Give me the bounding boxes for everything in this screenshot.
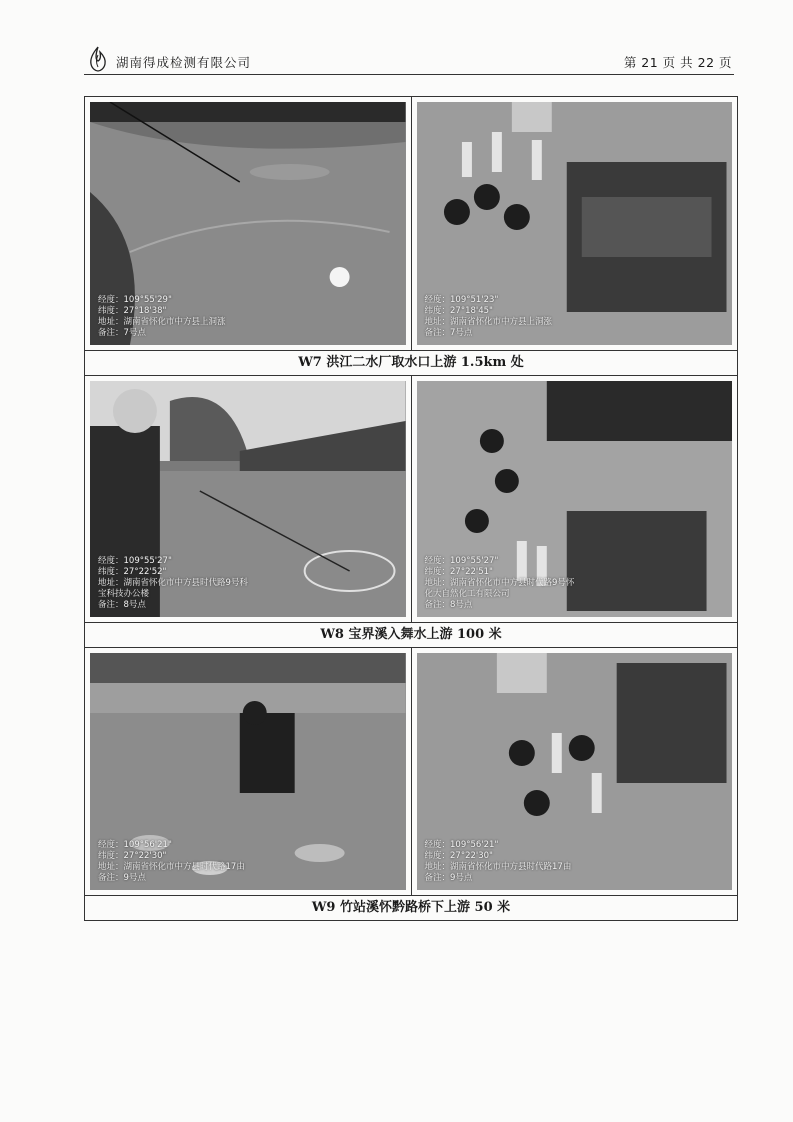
site-photo-rocky-creek	[90, 653, 406, 890]
photo-cell	[85, 376, 411, 622]
photo-cell	[411, 648, 738, 895]
sampling-point-w7	[84, 96, 738, 375]
photo-stamp: 经度：109°56'21" 纬度：27°22'30" 地址：湖南省怀化市中方县时代路17由 备注：9号点	[424, 840, 572, 883]
page-number: 第 21 页 共 22 页	[623, 55, 732, 70]
site-photo-bottles	[417, 381, 733, 617]
sampling-point-w9	[84, 647, 738, 921]
photo-cell	[85, 648, 411, 895]
photo-stamp: 经度：109°56'21" 纬度：27°22'30" 地址：湖南省怀化市中方县时代路17由 备注：9号点	[98, 840, 245, 883]
site-photo-person-bridge	[90, 381, 406, 617]
photo-row	[85, 97, 737, 351]
photo-stamp: 经度：109°55'27" 纬度：27°22'52" 地址：湖南省怀化市中方县时代路9号科 宝科技办公楼 备注：8号点	[98, 556, 248, 610]
photo-caption: W8 宝界溪入舞水上游 100 米	[320, 627, 502, 642]
photo-stamp: 经度：109°55'29" 纬度：27°18'38" 地址：湖南省怀化市中方县上洞涨 备注：7号点	[98, 295, 226, 338]
photo-table	[84, 96, 738, 921]
site-photo-river	[90, 102, 406, 345]
photo-cell	[411, 97, 738, 350]
company-logo-icon	[88, 46, 108, 72]
photo-caption: W9 竹站溪怀黔路桥下上游 50 米	[311, 900, 511, 915]
sampling-point-w8	[84, 375, 738, 647]
photo-stamp: 经度：109°55'27" 纬度：27°22'51" 地址：湖南省怀化市中方县时代路9号怀 化大自然化工有限公司 备注：8号点	[424, 556, 575, 610]
page-header	[84, 44, 734, 75]
photo-cell	[411, 376, 738, 622]
site-photo-bottles	[417, 653, 733, 890]
photo-row	[85, 648, 737, 896]
company-name: 湖南得成检测有限公司	[116, 55, 252, 70]
photo-row	[85, 376, 737, 623]
site-photo-bottles	[417, 102, 733, 345]
photo-caption: W7 洪江二水厂取水口上游 1.5km 处	[298, 355, 524, 370]
photo-stamp: 经度：109°51'23" 纬度：27°18'45" 地址：湖南省怀化市中方县上洞涨 备注：7号点	[424, 295, 553, 338]
photo-cell	[85, 97, 411, 350]
